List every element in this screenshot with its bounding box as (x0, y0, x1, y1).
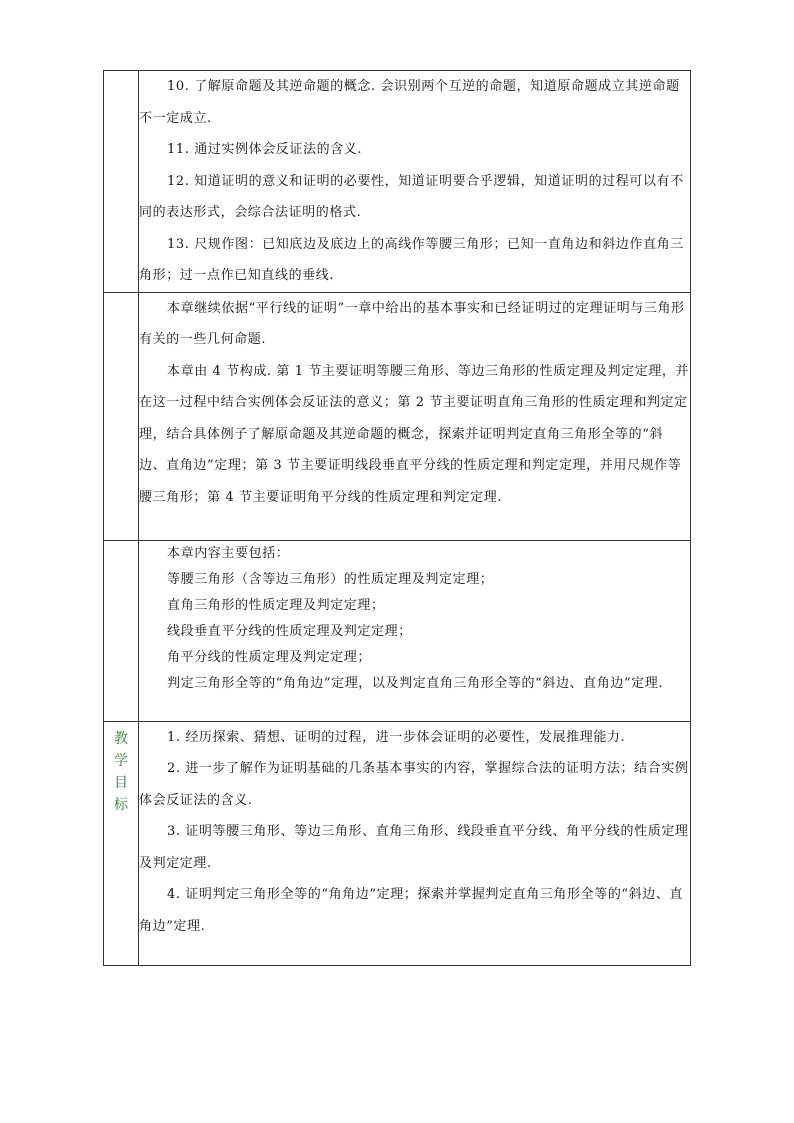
table-row (104, 721, 691, 965)
paragraph: 线段垂直平分线的性质定理及判定定理； (167, 623, 412, 639)
content-cell (139, 540, 691, 721)
paragraph: 10. 了解原命题及其逆命题的概念. 会识别两个互逆的命题，知道原命题成立其逆命题不一定成立. (139, 79, 680, 126)
paragraph: 12. 知道证明的意义和证明的必要性，知道证明要合乎逻辑，知道证明的过程可以有不同的表达形式，会综合法证明的格式. (139, 173, 684, 220)
paragraph: 本章由 4 节构成. 第 1 节主要证明等腰三角形、等边三角形的性质定理及判定定理，并在这一过程中结合实例体会反证法的意义；第 2 节主要证明直角三角形的性质定理和判定定理，结合具体例子了解原命题及其逆命题的概念，探索并证明判定直角三角形全等的“斜边、直角边”定理；第 3 节主要证明线段垂直平分线的性质定理和判定定理，并用尺规作等腰三角形；第 4 节主要证明角平分线的性质定理和判定定理. (139, 363, 690, 505)
paragraph: 判定三角形全等的“角角边”定理，以及判定直角三角形全等的“斜边、直角边”定理. (167, 675, 664, 691)
row-label (104, 722, 138, 816)
paragraph: 本章内容主要包括： (167, 545, 290, 561)
paragraph: 3. 证明等腰三角形、等边三角形、直角三角形、线段垂直平分线、角平分线的性质定理及判定定理. (139, 824, 689, 871)
paragraph: 13. 尺规作图：已知底边及底边上的高线作等腰三角形；已知一直角边和斜边作直角三角形；过一点作已知直线的垂线. (139, 236, 684, 283)
row-label-char: 教 (114, 730, 128, 747)
lesson-plan-table (103, 70, 691, 966)
paragraph: 2. 进一步了解作为证明基础的几条基本事实的内容，掌握综合法的证明方法；结合实例体会反证法的含义. (139, 761, 689, 808)
table-row (104, 71, 691, 293)
row-label-char: 学 (114, 752, 128, 769)
row-label-cell (104, 292, 139, 540)
content-cell (139, 292, 691, 540)
row-label-char: 标 (114, 796, 128, 813)
row-label-cell (104, 540, 139, 721)
paragraph: 角平分线的性质定理及判定定理； (167, 649, 372, 665)
row-label-cell (104, 721, 139, 965)
table-row (104, 292, 691, 540)
paragraph: 4. 证明判定三角形全等的“角角边”定理；探索并掌握判定直角三角形全等的“斜边、直角边”定理. (139, 887, 684, 934)
row-label-char: 目 (114, 774, 128, 791)
paragraph: 本章继续依据“平行线的证明”一章中给出的基本事实和已经证明过的定理证明与三角形有关的一些几何命题. (139, 300, 685, 347)
paragraph: 11. 通过实例体会反证法的含义. (167, 142, 363, 157)
content-cell (139, 721, 691, 965)
paragraph: 1. 经历探索、猜想、证明的过程，进一步体会证明的必要性，发展推理能力. (167, 729, 626, 745)
content-cell (139, 71, 691, 293)
row-label-cell (104, 71, 139, 293)
paragraph: 等腰三角形（含等边三角形）的性质定理及判定定理； (167, 571, 494, 587)
table-row (104, 540, 691, 721)
paragraph: 直角三角形的性质定理及判定定理； (167, 597, 385, 613)
